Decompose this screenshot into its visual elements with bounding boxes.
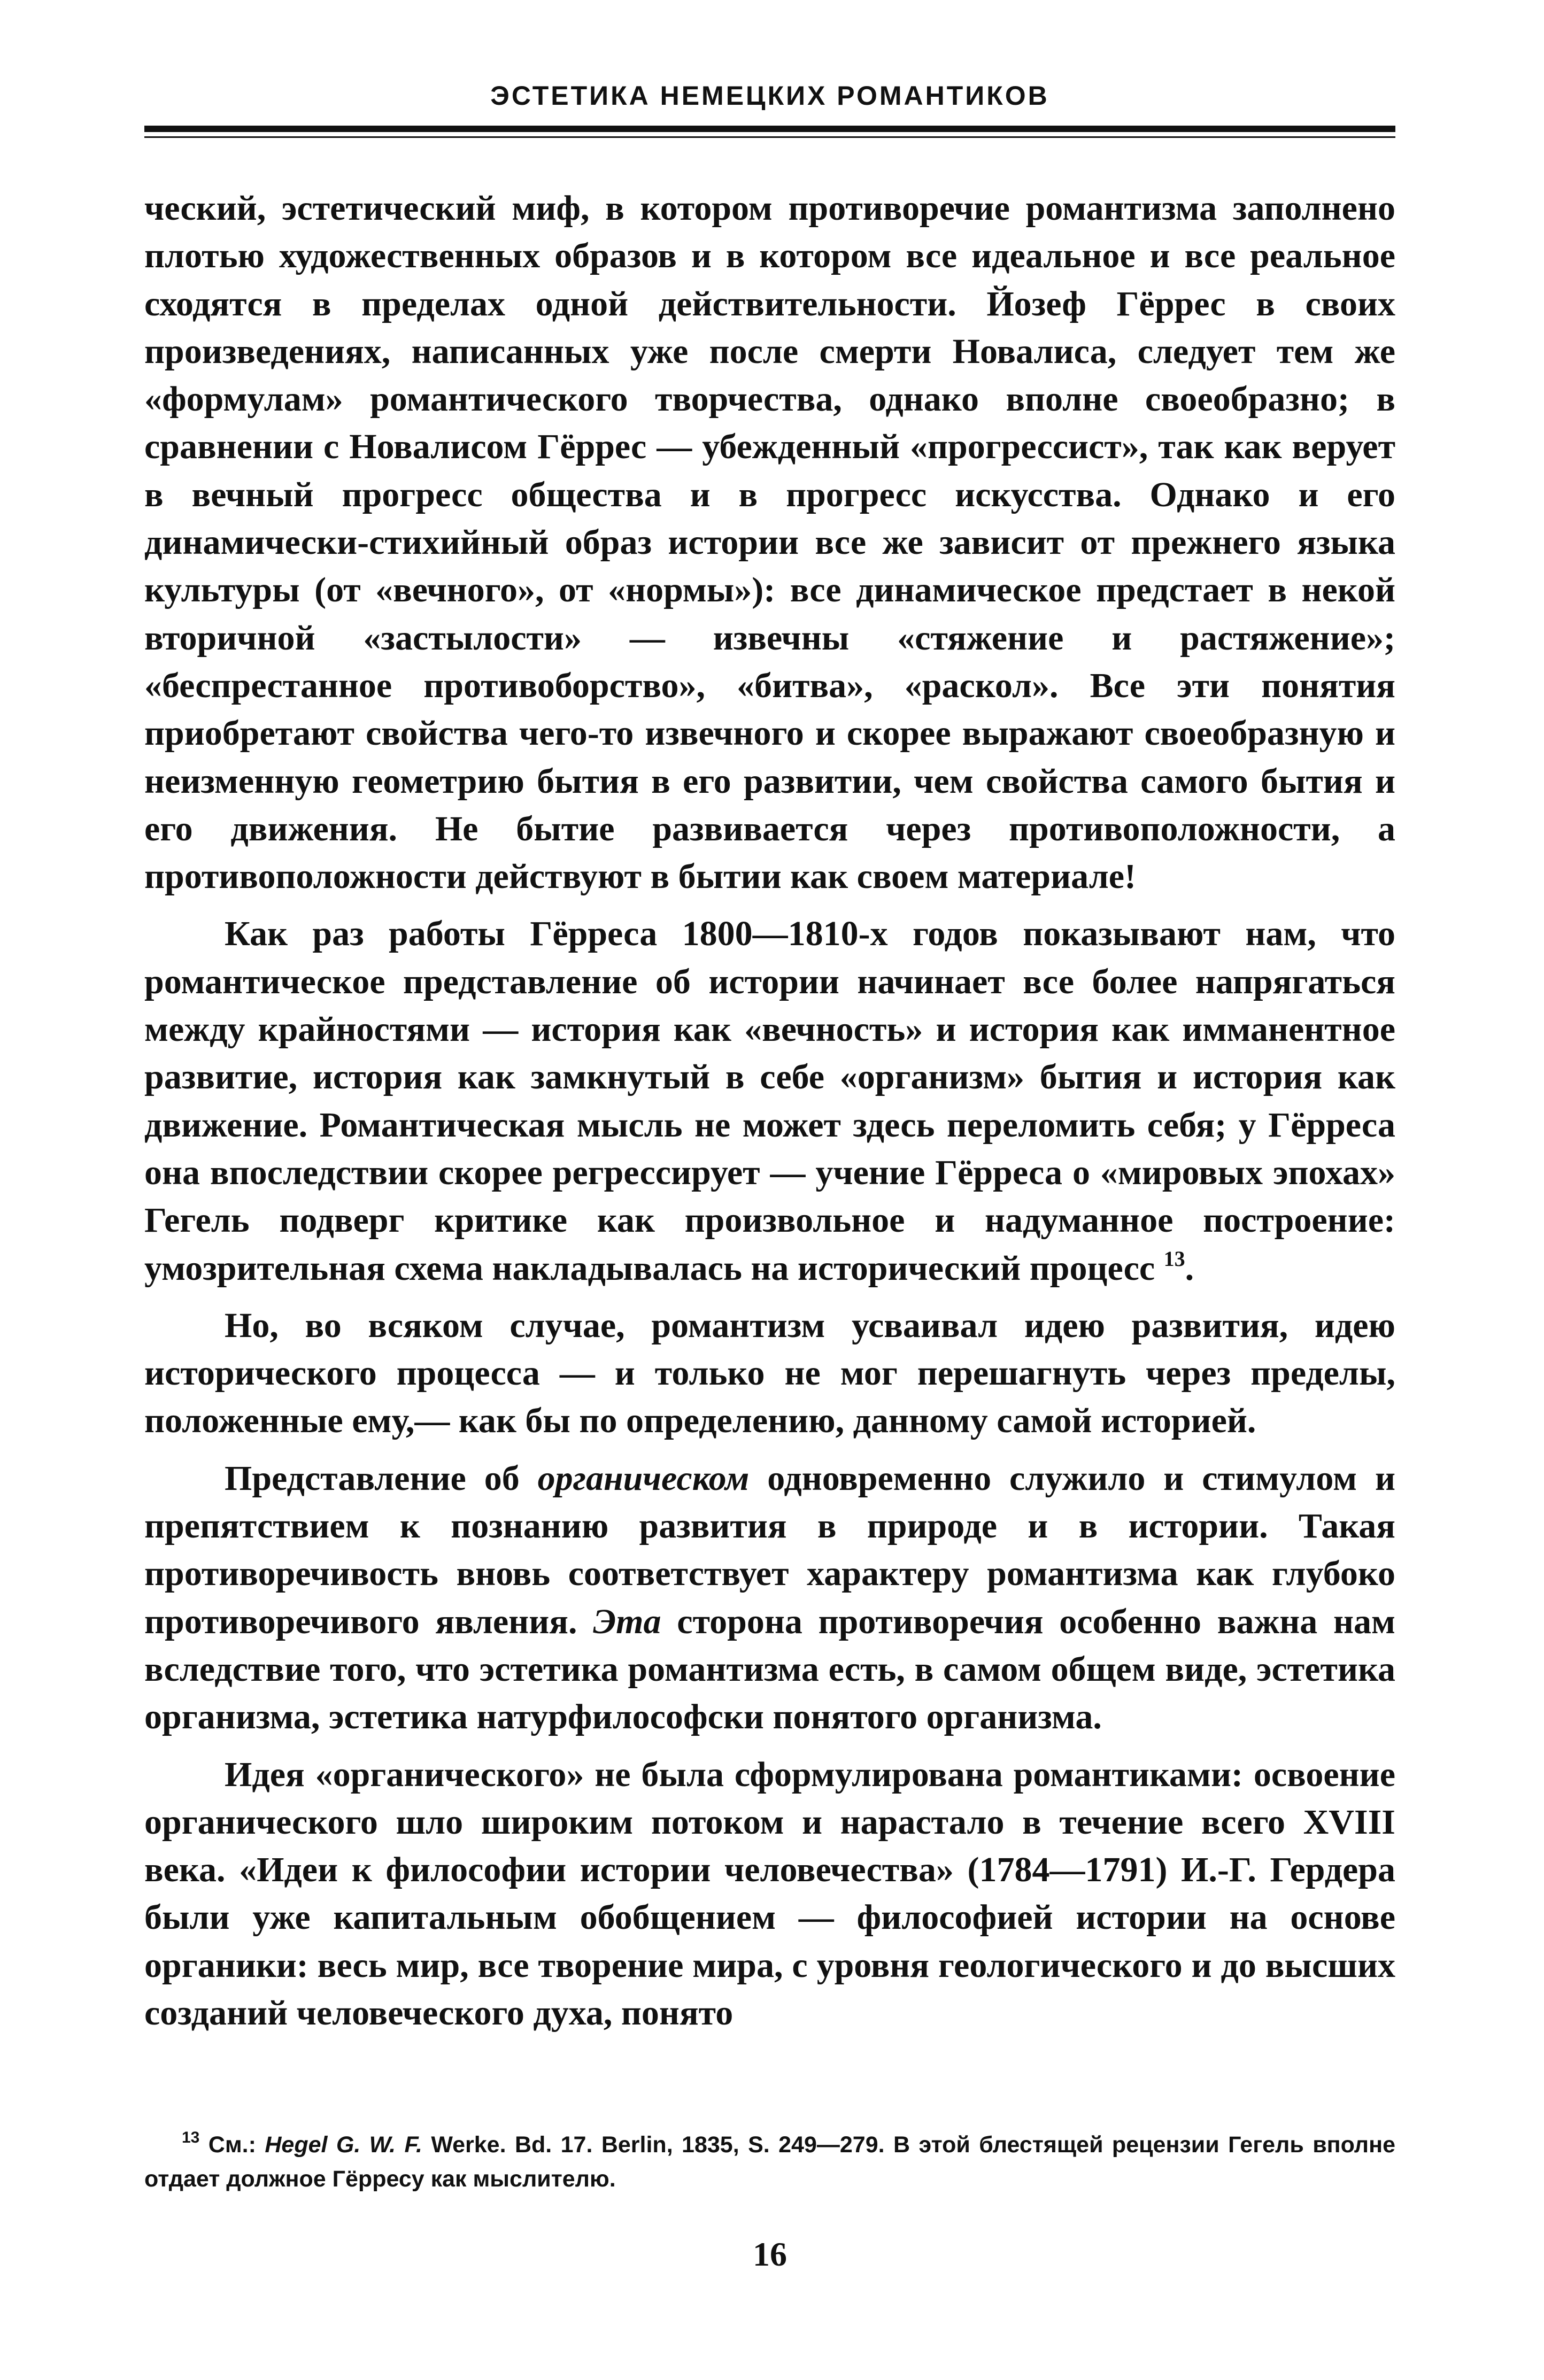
paragraph-4-text: Представление об [225,1458,520,1498]
paragraph-2 [144,910,1395,1292]
page-number: 16 [753,2235,787,2273]
paragraph-5 [144,1751,1395,2037]
running-header: ЭСТЕТИКА НЕМЕЦКИХ РОМАНТИКОВ [490,81,1049,111]
paragraph-4-italic-2: Эта [593,1602,661,1641]
paragraph-5-text: Идея «органического» не была сформулирована романтиками: освоение органического шло широким потоком и нарастало в течение всего XVIII века. «Идеи к философии истории человечества» (1784—1791) И.-Г. Гердера были уже капитальным обобщением — философией истории на основе органики: весь мир, все творение мира, с уровня геологического и до высших созданий человеческого духа, понято [144,1755,1395,2033]
paragraph-2-text: Как раз работы Гёрреса 1800—1810-х годов показывают нам, что романтическое представление об истории начинает все более напрягаться между крайностями — история как «вечность» и история как имманентное развитие, история как замкнутый в себе «организм» бытия и история как движение. Романтическая мысль не может здесь переломить себя; у Гёрреса она впоследствии скорее регрессирует — учение Гёрреса о «мировых эпохах» Гегель подверг критике как произвольное и надуманное построение: умозрительная схема накладывалась на исторический процесс [144,914,1395,1288]
paragraph-4-text-end: сторона противоречия особенно важна нам вследствие того, что эстетика романтизма есть, в самом общем виде, эстетика организма, эстетика натурфилософски понятого организма. [144,1602,1395,1737]
footnote-13 [144,2128,1395,2196]
paragraph-4-italic: органическом [537,1458,750,1498]
paragraph-4 [144,1455,1395,1741]
footnote-ref-13[interactable]: 13 [1163,1246,1185,1271]
footnote-author: Hegel G. W. F. [265,2132,422,2158]
paragraph-2-end: . [1185,1248,1194,1288]
header-rule-thin [144,136,1395,138]
paragraph-3 [144,1302,1395,1445]
paragraph-4-text-cont: одновременно служило и стимулом и препятствием к познанию развития в природе и в истории. Такая противоречивость вновь соответствует характеру романтизма как глубоко противоречивого явления. [144,1458,1395,1641]
footnote-text: См.: [208,2132,256,2158]
paragraph-1 [144,184,1395,900]
footnote-marker: 13 [182,2129,200,2146]
header-rule-thick [144,126,1395,132]
footnote-citation: Werke. Bd. 17. Berlin, 1835, S. 249—279. В этой блестящей рецензии Гегель вполне отдает должное Гёрресу как мыслителю. [144,2132,1395,2192]
paragraph-3-text: Но, во всяком случае, романтизм усваивал идею развития, идею исторического процесса — и только не мог перешагнуть через пределы, положенные ему,— как бы по определению, данному самой историей. [144,1305,1395,1441]
body-text [144,184,1395,2046]
paragraph-1-text: ческий, эстетический миф, в котором противоречие романтизма заполнено плотью художественных образов и в котором все идеальное и все реальное сходятся в пределах одной действительности. Йозеф Гёррес в своих произведениях, написанных уже после смерти Новалиса, следует тем же «формулам» романтического творчества, однако вполне своеобразно; в сравнении с Новалисом Гёррес — убежденный «прогрессист», так как верует в вечный прогресс общества и в прогресс искусства. Однако и его динамически-стихийный образ истории все же зависит от прежнего языка культуры (от «вечного», от «нормы»): все динамическое предстает в некой вторичной «застылости» — извечны «стяжение и растяжение»; «беспрестанное противоборство», «битва», «раскол». Все эти понятия приобретают свойства чего-то извечного и скорее выражают своеобразную и неизменную геометрию бытия в его развитии, чем свойства самого бытия и его движения. Не бытие развивается через противоположности, а противоположности действуют в бытии как своем материале! [144,189,1395,897]
